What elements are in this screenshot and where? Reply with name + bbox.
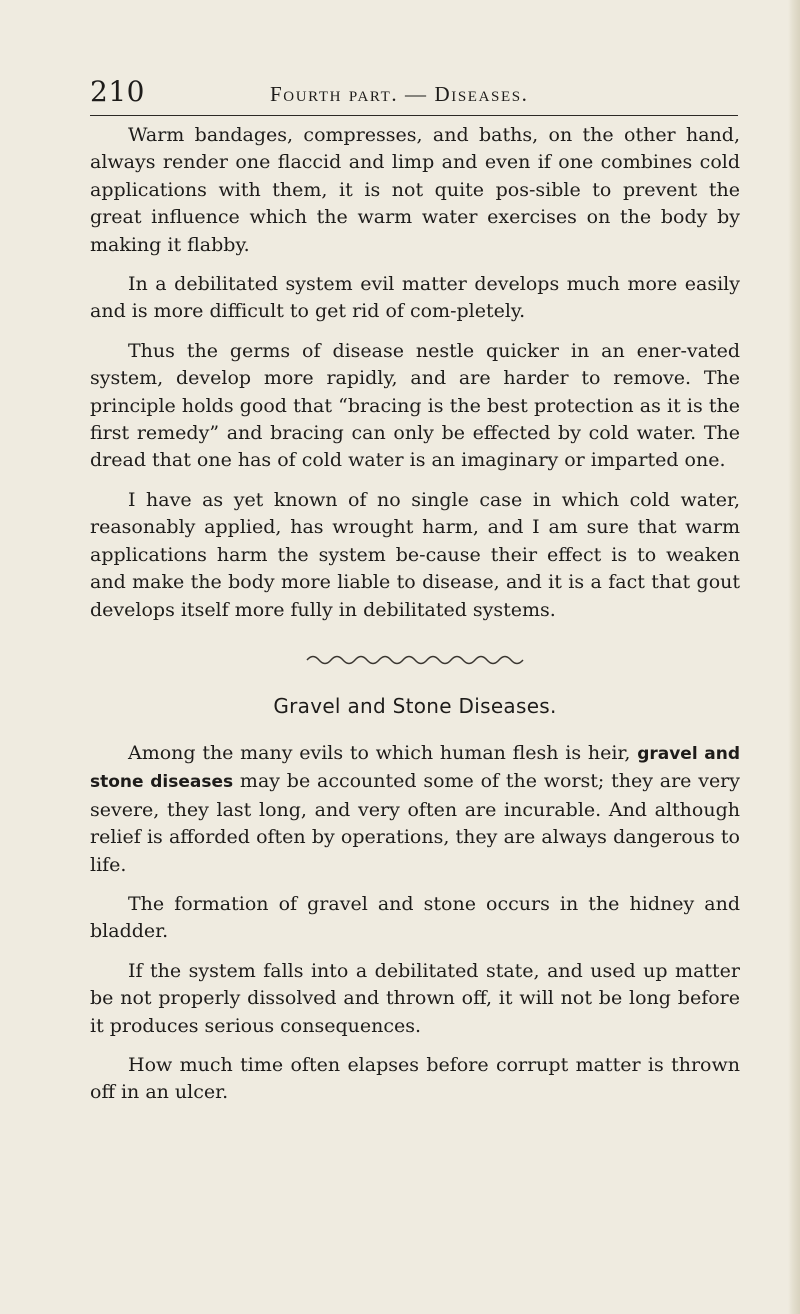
paragraph: In a debilitated system evil matter develops much more easily and is more difficult to get rid of com-pletely. [90,273,740,323]
page-edge-shadow [788,0,800,1314]
page-header [90,76,730,112]
intro-text-start: Among the many evils to which human flesh is heir, [128,741,631,764]
intro-text-end: may be accounted some of the worst; they are very severe, they last long, and very often are incurable. And although relief is afforded often by operations, they are always dangerous to life. [90,770,740,876]
section-intro-paragraph [90,740,740,879]
paragraph: Warm bandages, compresses, and baths, on the other hand, always render one flaccid and limp and even if one combines cold applications with them, it is not quite pos-sible to prevent the great influence which the warm water exercises on the body by making it flabby. [90,124,740,256]
paragraph: How much time often elapses before corrupt matter is thrown off in an ulcer. [90,1053,740,1104]
paragraph: Thus the germs of disease nestle quicker in an ener-vated system, develop more rapidly, and are harder to remove. The principle holds good that “bracing is the best protection as it is the first remedy” and bracing can only be effected by cold water. The dread that one has of cold water is an imaginary or imparted one. [90,339,740,472]
header-rule [90,115,738,116]
paragraph: I have as yet known of no single case in which cold water, reasonably applied, has wrought harm, and I am sure that warm applications harm the system be-cause their effect is to weaken and make the body more liable to disease, and it is a fact that gout develops itself more fully in debilitated systems. [90,488,740,621]
running-title: Fourth part. — Diseases. [270,82,529,106]
page-number: 210 [90,75,145,108]
paragraph: If the system falls into a debilitated state, and used up matter be not properly dissolved and thrown off, it will not be long before it produces serious consequences. [90,959,740,1037]
section-title: Gravel and Stone Diseases. [273,693,557,718]
bold-term: gravel and stone diseases [90,743,741,793]
page-body [90,122,740,1119]
paragraph: The formation of gravel and stone occurs in the hidney and bladder. [90,892,740,943]
wavy-divider-ornament [305,652,525,668]
